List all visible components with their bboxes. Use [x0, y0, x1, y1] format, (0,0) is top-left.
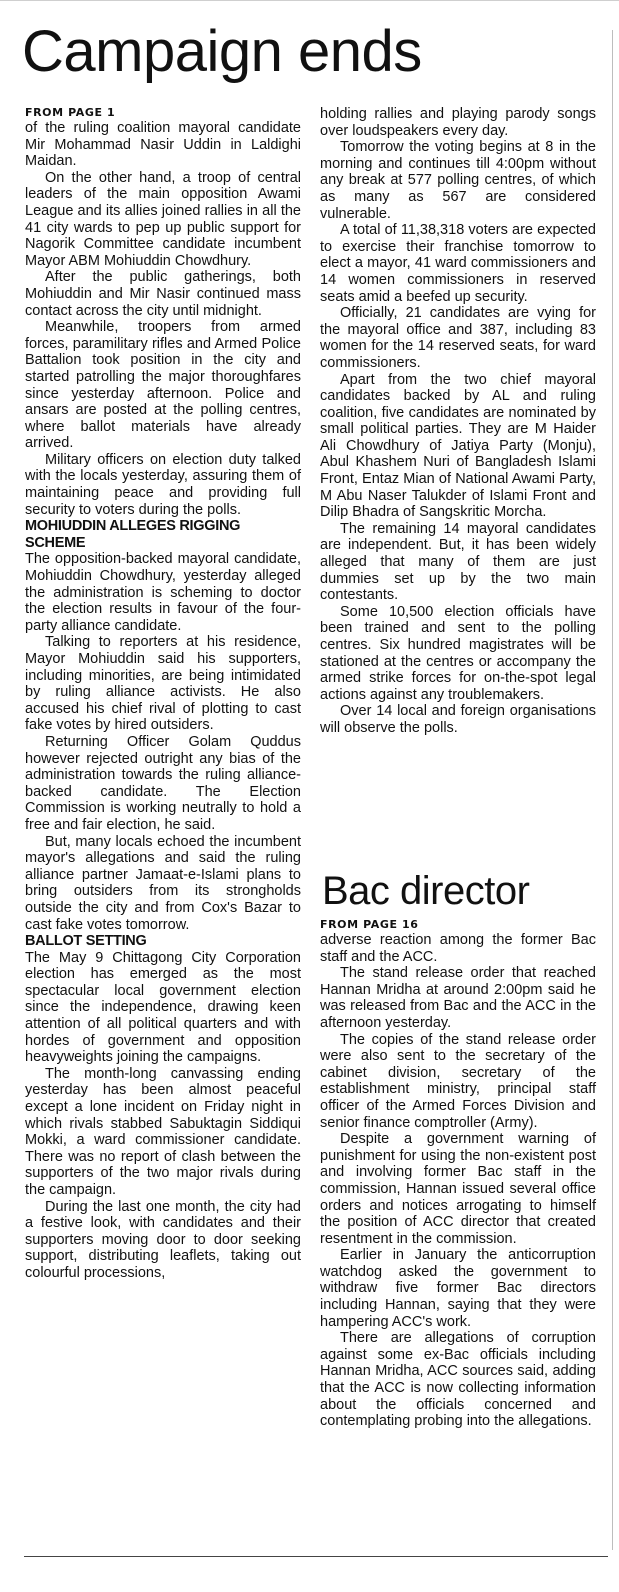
story2-column: [320, 918, 596, 1430]
paragraph: The copies of the stand release order were also sent to the secretary of the cabinet division, secretary of the establishment ministry, principal staff officer of the Armed Forces Division and senior finance comptroller (Army).: [320, 1031, 596, 1131]
paragraph: Despite a government warning of punishment for using the non-existent post and involving former Bac staff in the commission, Hannan issued several office orders and notices arrogating to himself the position of ACC director that created resentment in the commission.: [320, 1131, 596, 1247]
story2-column-body: [320, 932, 596, 1430]
paragraph: During the last one month, the city had a festive look, with candidates and their supporters moving door to door seeking support, distributing leaflets, taking out colourful processions,: [25, 1198, 301, 1281]
headline-campaign-ends: Campaign ends: [22, 19, 422, 84]
paragraph: On the other hand, a troop of central leaders of the main opposition Awami League and its allies joined rallies in all the 41 city wards to pep up public support for Nagorik Committee candidate incumbent Mayor ABM Mohiuddin Chowdhury.: [25, 169, 301, 269]
paragraph: The stand release order that reached Hannan Mridha at around 2:00pm said he was released from Bac and the ACC in the afternoon yesterday.: [320, 965, 596, 1031]
paragraph: Officially, 21 candidates are vying for the mayoral office and 387, including 83 women for the 14 reserved seats, for ward commissioners.: [320, 305, 596, 371]
paragraph: Over 14 local and foreign organisations will observe the polls.: [320, 703, 596, 736]
story1-column-2-body: [320, 106, 596, 737]
story1-column-1-body: [25, 120, 301, 1282]
headline-bac-director: Bac director: [322, 869, 530, 913]
paragraph: Tomorrow the voting begins at 8 in the morning and continues till 4:00pm without any break at 577 polling centres, of which as many as 567 are considered vulnerable.: [320, 139, 596, 222]
paragraph: Returning Officer Golam Quddus however rejected outright any bias of the administration towards the ruling alliance-backed candidate. The Election Commission is working neutrally to hold a free and fair election, he said.: [25, 733, 301, 833]
jump-line-from-page-16: FROM PAGE 16: [320, 918, 419, 931]
paragraph: Talking to reporters at his residence, Mayor Mohiuddin said his supporters, including minorities, are being intimidated by ruling alliance activists. He also accused his chief rival of plotting to cast fake votes by hired outsiders.: [25, 634, 301, 734]
jump-line-from-page-1: FROM PAGE 1: [25, 106, 116, 119]
paragraph: The opposition-backed mayoral candidate, Mohiuddin Chowdhury, yesterday alleged the administration is scheming to doctor the election results in favour of the four-party alliance candidate.: [25, 551, 301, 634]
paragraph: Military officers on election duty talked with the locals yesterday, assuring them of maintaining peace and providing full security to voters during the polls.: [25, 451, 301, 518]
paragraph: After the public gatherings, both Mohiuddin and Mir Nasir continued mass contact across the city until midnight.: [25, 269, 301, 319]
paragraph: Meanwhile, troopers from armed forces, paramilitary rifles and Armed Police Battalion took position in the city and started patrolling the major thoroughfares since yesterday afternoon. Police and ansars are posted at the polling centres, where ballot materials have already arrived.: [25, 319, 301, 452]
paragraph: The remaining 14 mayoral candidates are independent. But, it has been widely alleged that many of them are just dummies set up by the two main contestants.: [320, 520, 596, 604]
paragraph: holding rallies and playing parody songs over loudspeakers every day.: [320, 106, 596, 139]
story1-column-1: [25, 106, 301, 1282]
paragraph: of the ruling coalition mayoral candidate Mir Mohammad Nasir Uddin in Laldighi Maidan.: [25, 120, 301, 170]
subheading: MOHIUDDIN ALLEGES RIGGING SCHEME: [25, 518, 241, 551]
story1-column-2: [320, 106, 596, 737]
subheading: BALLOT SETTING: [25, 933, 147, 950]
bottom-rule: [24, 1556, 608, 1557]
paragraph: A total of 11,38,318 voters are expected to exercise their franchise tomorrow to elect a mayor, 41 ward commissioners and 14 women commissioners in reserved seats amid a beefed up security.: [320, 222, 596, 305]
column-rule: [612, 30, 613, 1550]
paragraph: But, many locals echoed the incumbent mayor's allegations and said the ruling alliance partner Jamaat-e-Islami plans to bring outsiders from its strongholds outside the city and from Cox's Bazar to cast fake votes tomorrow.: [25, 833, 301, 933]
paragraph: The month-long canvassing ending yesterday has been almost peaceful except a lone incident on Friday night in which rivals stabbed Sabuktagin Siddiqui Mokki, a ward commissioner candidate. There was no report of clash between the supporters of the two major rivals during the campaign.: [25, 1065, 301, 1198]
paragraph: Apart from the two chief mayoral candidates backed by AL and ruling coalition, five candidates are nominated by small political parties. They are M Haider Ali Chowdhury of Jatiya Party (Monju), Abul Khashem Nuri of Bangladesh Islami Front, Entaz Mian of National Awami Party, M Abu Naser Talukder of Islami Front and Dilip Bhadra of Sangskritic Morcha.: [320, 371, 596, 521]
paragraph: The May 9 Chittagong City Corporation election has emerged as the most spectacular local government election since the independence, drawing keen attention of all political quarters and with hordes of government and opposition heavyweights joining the campaigns.: [25, 949, 301, 1066]
top-rule: [0, 0, 619, 1]
paragraph: Some 10,500 election officials have been trained and sent to the polling centres. Six hundred magistrates will be stationed at the centres or accompany the armed strike forces for on-the-spot legal actions against any troublemakers.: [320, 603, 596, 703]
paragraph: There are allegations of corruption against some ex-Bac officials including Hannan Mridha, ACC sources said, adding that the ACC is now collecting information about the officials concerned and contemplating probing into the allegations.: [320, 1330, 596, 1430]
paragraph: adverse reaction among the former Bac staff and the ACC.: [320, 932, 596, 965]
paragraph: Earlier in January the anticorruption watchdog asked the government to withdraw five former Bac directors including Hannan, saying that they were hampering ACC's work.: [320, 1247, 596, 1330]
